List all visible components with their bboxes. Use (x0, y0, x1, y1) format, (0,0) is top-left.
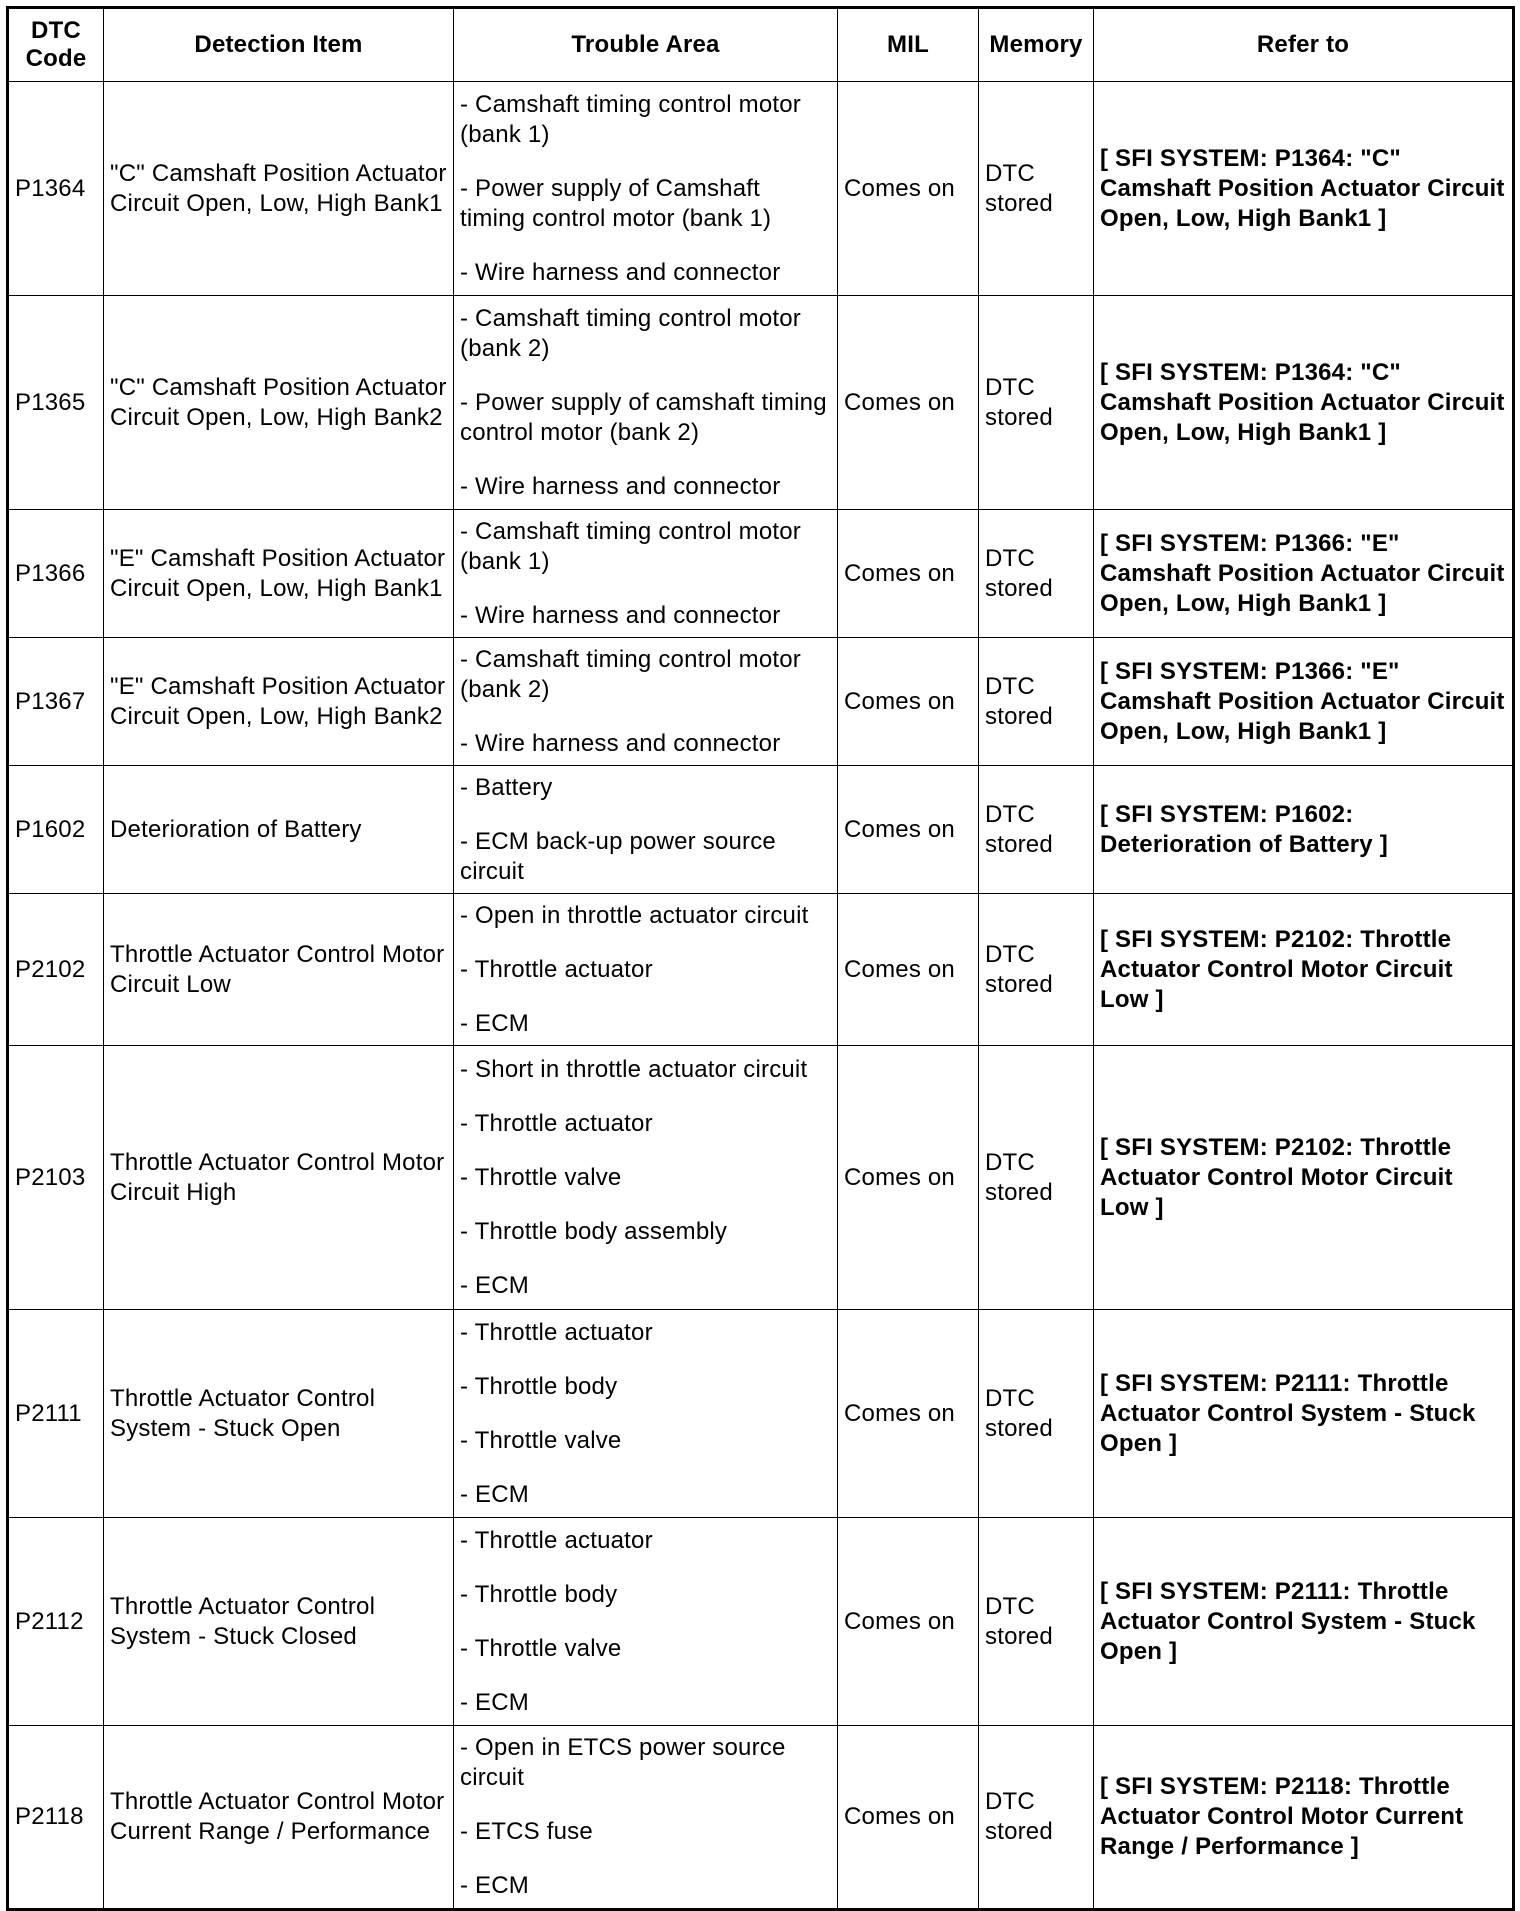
mil-cell: Comes on (838, 1046, 979, 1310)
trouble-area-cell (454, 1310, 838, 1518)
header-refer-to: Refer to (1094, 8, 1514, 82)
trouble-area-item: - Throttle body (460, 1580, 618, 1608)
detection-item-cell: Throttle Actuator Control Motor Current Range / Performance (104, 1726, 454, 1910)
trouble-area-item: - ECM (460, 1480, 529, 1508)
header-dtc-code: DTC Code (8, 8, 104, 82)
trouble-area-item: - Power supply of camshaft timing control motor (bank 2) (460, 388, 827, 446)
mil-cell: Comes on (838, 510, 979, 638)
detection-item-cell: "C" Camshaft Position Actuator Circuit Open, Low, High Bank2 (104, 296, 454, 510)
table-row (8, 894, 1514, 1046)
trouble-area-item: - Wire harness and connector (460, 729, 781, 757)
mil-cell: Comes on (838, 296, 979, 510)
detection-item-cell: "E" Camshaft Position Actuator Circuit Open, Low, High Bank1 (104, 510, 454, 638)
trouble-area-cell (454, 1726, 838, 1910)
trouble-area-item: - ECM (460, 1872, 529, 1899)
refer-to-cell: [ SFI SYSTEM: P1364: "C" Camshaft Position Actuator Circuit Open, Low, High Bank1 ] (1094, 82, 1514, 296)
trouble-area-item: - Camshaft timing control motor (bank 2) (460, 304, 801, 362)
table-row (8, 638, 1514, 766)
dtc-code-cell: P2112 (8, 1518, 104, 1726)
memory-cell: DTC stored (979, 1046, 1094, 1310)
trouble-area-item: - ECM (460, 1688, 529, 1716)
detection-item-cell: Throttle Actuator Control Motor Circuit Low (104, 894, 454, 1046)
trouble-area-item: - Wire harness and connector (460, 472, 781, 500)
table-row (8, 766, 1514, 894)
mil-cell: Comes on (838, 1518, 979, 1726)
dtc-code-cell: P2103 (8, 1046, 104, 1310)
trouble-area-item: - Wire harness and connector (460, 601, 781, 629)
dtc-code-cell: P1367 (8, 638, 104, 766)
memory-cell: DTC stored (979, 1310, 1094, 1518)
trouble-area-cell (454, 894, 838, 1046)
trouble-area-item: - ETCS fuse (460, 1818, 593, 1845)
header-trouble-area: Trouble Area (454, 8, 838, 82)
refer-to-cell: [ SFI SYSTEM: P2118: Throttle Actuator Control Motor Current Range / Performance ] (1094, 1726, 1514, 1910)
table-header-row (8, 8, 1514, 82)
trouble-area-cell (454, 82, 838, 296)
trouble-area-item: - Camshaft timing control motor (bank 1) (460, 90, 801, 148)
trouble-area-item: - Throttle actuator (460, 1318, 653, 1346)
table-row (8, 1518, 1514, 1726)
table-row (8, 510, 1514, 638)
trouble-area-cell (454, 1046, 838, 1310)
trouble-area-cell (454, 510, 838, 638)
detection-item-cell: Throttle Actuator Control System - Stuck Closed (104, 1518, 454, 1726)
trouble-area-item: - Power supply of Camshaft timing control motor (bank 1) (460, 174, 772, 232)
memory-cell: DTC stored (979, 1726, 1094, 1910)
trouble-area-item: - Throttle actuator (460, 955, 653, 983)
refer-to-cell: [ SFI SYSTEM: P2102: Throttle Actuator Control Motor Circuit Low ] (1094, 894, 1514, 1046)
trouble-area-item: - ECM (460, 1009, 529, 1037)
mil-cell: Comes on (838, 894, 979, 1046)
trouble-area-item: - Battery (460, 773, 553, 801)
table-body (8, 82, 1514, 1910)
trouble-area-item: - ECM (460, 1271, 529, 1299)
trouble-area-cell (454, 638, 838, 766)
trouble-area-item: - ECM back-up power source circuit (460, 827, 776, 885)
memory-cell: DTC stored (979, 894, 1094, 1046)
trouble-area-cell (454, 1518, 838, 1726)
dtc-code-cell: P1602 (8, 766, 104, 894)
dtc-code-cell: P1365 (8, 296, 104, 510)
trouble-area-item: - Throttle valve (460, 1634, 622, 1662)
memory-cell: DTC stored (979, 82, 1094, 296)
memory-cell: DTC stored (979, 1518, 1094, 1726)
table-row (8, 1726, 1514, 1910)
refer-to-cell: [ SFI SYSTEM: P2111: Throttle Actuator Control System - Stuck Open ] (1094, 1310, 1514, 1518)
trouble-area-item: - Camshaft timing control motor (bank 1) (460, 517, 801, 575)
dtc-code-cell: P1366 (8, 510, 104, 638)
table-row (8, 1046, 1514, 1310)
header-memory: Memory (979, 8, 1094, 82)
refer-to-cell: [ SFI SYSTEM: P1364: "C" Camshaft Position Actuator Circuit Open, Low, High Bank1 ] (1094, 296, 1514, 510)
mil-cell: Comes on (838, 82, 979, 296)
dtc-code-cell: P1364 (8, 82, 104, 296)
header-detection-item: Detection Item (104, 8, 454, 82)
dtc-code-cell: P2102 (8, 894, 104, 1046)
table-row (8, 1310, 1514, 1518)
trouble-area-cell (454, 766, 838, 894)
trouble-area-item: - Open in throttle actuator circuit (460, 901, 809, 929)
trouble-area-item: - Open in ETCS power source circuit (460, 1734, 786, 1791)
detection-item-cell: Deterioration of Battery (104, 766, 454, 894)
dtc-code-cell: P2118 (8, 1726, 104, 1910)
mil-cell: Comes on (838, 1310, 979, 1518)
memory-cell: DTC stored (979, 296, 1094, 510)
memory-cell: DTC stored (979, 766, 1094, 894)
table-row (8, 82, 1514, 296)
refer-to-cell: [ SFI SYSTEM: P1366: "E" Camshaft Position Actuator Circuit Open, Low, High Bank1 ] (1094, 510, 1514, 638)
detection-item-cell: Throttle Actuator Control System - Stuck Open (104, 1310, 454, 1518)
memory-cell: DTC stored (979, 638, 1094, 766)
trouble-area-item: - Throttle valve (460, 1426, 622, 1454)
table-row (8, 296, 1514, 510)
trouble-area-item: - Throttle actuator (460, 1526, 653, 1554)
refer-to-cell: [ SFI SYSTEM: P1602: Deterioration of Battery ] (1094, 766, 1514, 894)
detection-item-cell: "C" Camshaft Position Actuator Circuit Open, Low, High Bank1 (104, 82, 454, 296)
mil-cell: Comes on (838, 766, 979, 894)
trouble-area-item: - Throttle body (460, 1372, 618, 1400)
memory-cell: DTC stored (979, 510, 1094, 638)
detection-item-cell: Throttle Actuator Control Motor Circuit High (104, 1046, 454, 1310)
mil-cell: Comes on (838, 638, 979, 766)
trouble-area-item: - Throttle body assembly (460, 1217, 728, 1245)
trouble-area-item: - Throttle valve (460, 1163, 622, 1191)
refer-to-cell: [ SFI SYSTEM: P1366: "E" Camshaft Position Actuator Circuit Open, Low, High Bank1 ] (1094, 638, 1514, 766)
trouble-area-item: - Short in throttle actuator circuit (460, 1055, 808, 1083)
trouble-area-cell (454, 296, 838, 510)
dtc-code-cell: P2111 (8, 1310, 104, 1518)
refer-to-cell: [ SFI SYSTEM: P2102: Throttle Actuator Control Motor Circuit Low ] (1094, 1046, 1514, 1310)
header-mil: MIL (838, 8, 979, 82)
dtc-table-page (6, 6, 1512, 1899)
refer-to-cell: [ SFI SYSTEM: P2111: Throttle Actuator Control System - Stuck Open ] (1094, 1518, 1514, 1726)
mil-cell: Comes on (838, 1726, 979, 1910)
trouble-area-item: - Throttle actuator (460, 1109, 653, 1137)
trouble-area-item: - Camshaft timing control motor (bank 2) (460, 645, 801, 703)
detection-item-cell: "E" Camshaft Position Actuator Circuit Open, Low, High Bank2 (104, 638, 454, 766)
dtc-table (6, 6, 1515, 1911)
trouble-area-item: - Wire harness and connector (460, 258, 781, 286)
